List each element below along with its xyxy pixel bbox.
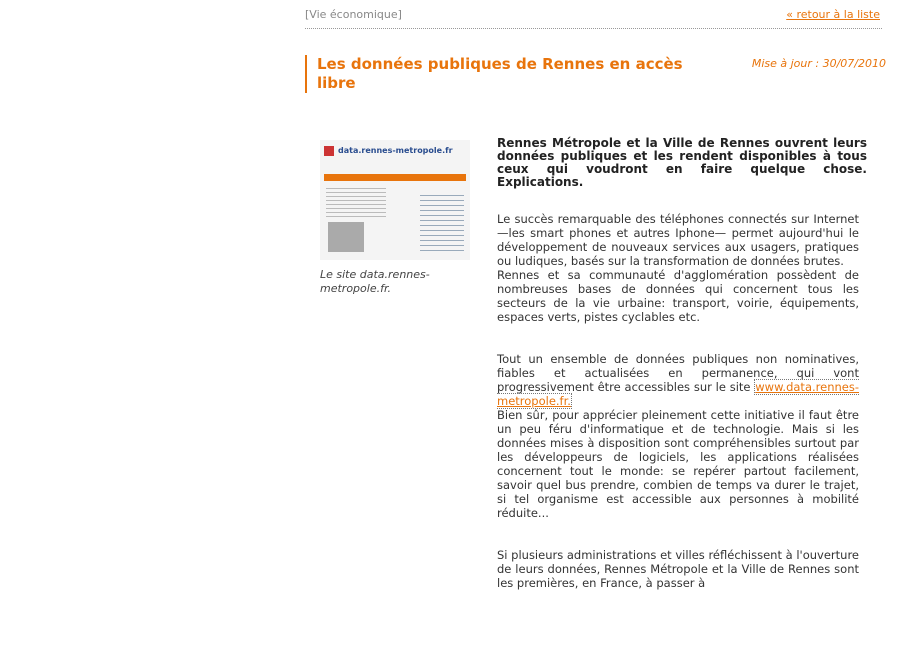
- paragraph-1b: Rennes et sa communauté d'agglomération possèdent de nombreuses bases de données qui concernent tous les secteurs de la vie urbaine: transport, voirie, équipements, espaces verts, pistes cyclables etc.: [497, 268, 859, 324]
- website-screenshot-image: [320, 140, 470, 260]
- paragraph-2a: Tout un ensemble de données publiques non nominatives, fiables et actualisées en permanence, qui vont progressivement être accessibles sur le site: [497, 352, 859, 394]
- update-date: Mise à jour : 30/07/2010: [751, 57, 886, 70]
- screenshot-site-title: data.rennes-metropole.fr: [338, 146, 453, 155]
- article-title: Les données publiques de Rennes en accès libre: [317, 55, 683, 92]
- screenshot-text-block: [326, 188, 386, 218]
- data-site-link[interactable]: www.data.rennes-metropole.fr.: [497, 380, 859, 408]
- figure-caption: Le site data.rennes-metropole.fr.: [320, 268, 430, 295]
- site-logo-icon: [324, 146, 334, 156]
- screenshot-sidebar: [420, 195, 464, 255]
- paragraph-1a: Le succès remarquable des téléphones connectés sur Internet —les smart phones et autres Iphone— permet aujourd'hui le développement de nouveaux services aux usagers, pratiques ou ludiques, basés sur la transformation de données brutes.: [497, 212, 859, 268]
- article-header: [305, 55, 894, 93]
- back-to-list-link[interactable]: « retour à la liste: [786, 8, 880, 21]
- category-label: [Vie économique]: [305, 8, 402, 21]
- article-body: [497, 212, 859, 618]
- paragraph-3: Si plusieurs administrations et villes réfléchissent à l'ouverture de leurs données, Rennes Métropole et la Ville de Rennes sont les premières, en France, à passer à: [497, 548, 859, 590]
- screenshot-photo: [328, 222, 364, 252]
- separator: [305, 28, 882, 29]
- paragraph-2b: Bien sûr, pour apprécier pleinement cette initiative il faut être un peu féru d'informatique et de technologie. Mais si les données mises à disposition sont compréhensibles surtout par les développeurs de logiciels, les applications réalisées concernent tout le monde: se repérer partout facilement, savoir quel bus prendre, combien de temps va durer le trajet, si tel organisme est accessible aux personnes à mobilité réduite...: [497, 408, 859, 520]
- screenshot-nav-bar: [324, 174, 466, 181]
- article-figure: [320, 140, 470, 296]
- article-lead: Rennes Métropole et la Ville de Rennes ouvrent leurs données publiques et les rendent disponibles à tous ceux qui voudront en faire quelque chose. Explications.: [497, 136, 867, 189]
